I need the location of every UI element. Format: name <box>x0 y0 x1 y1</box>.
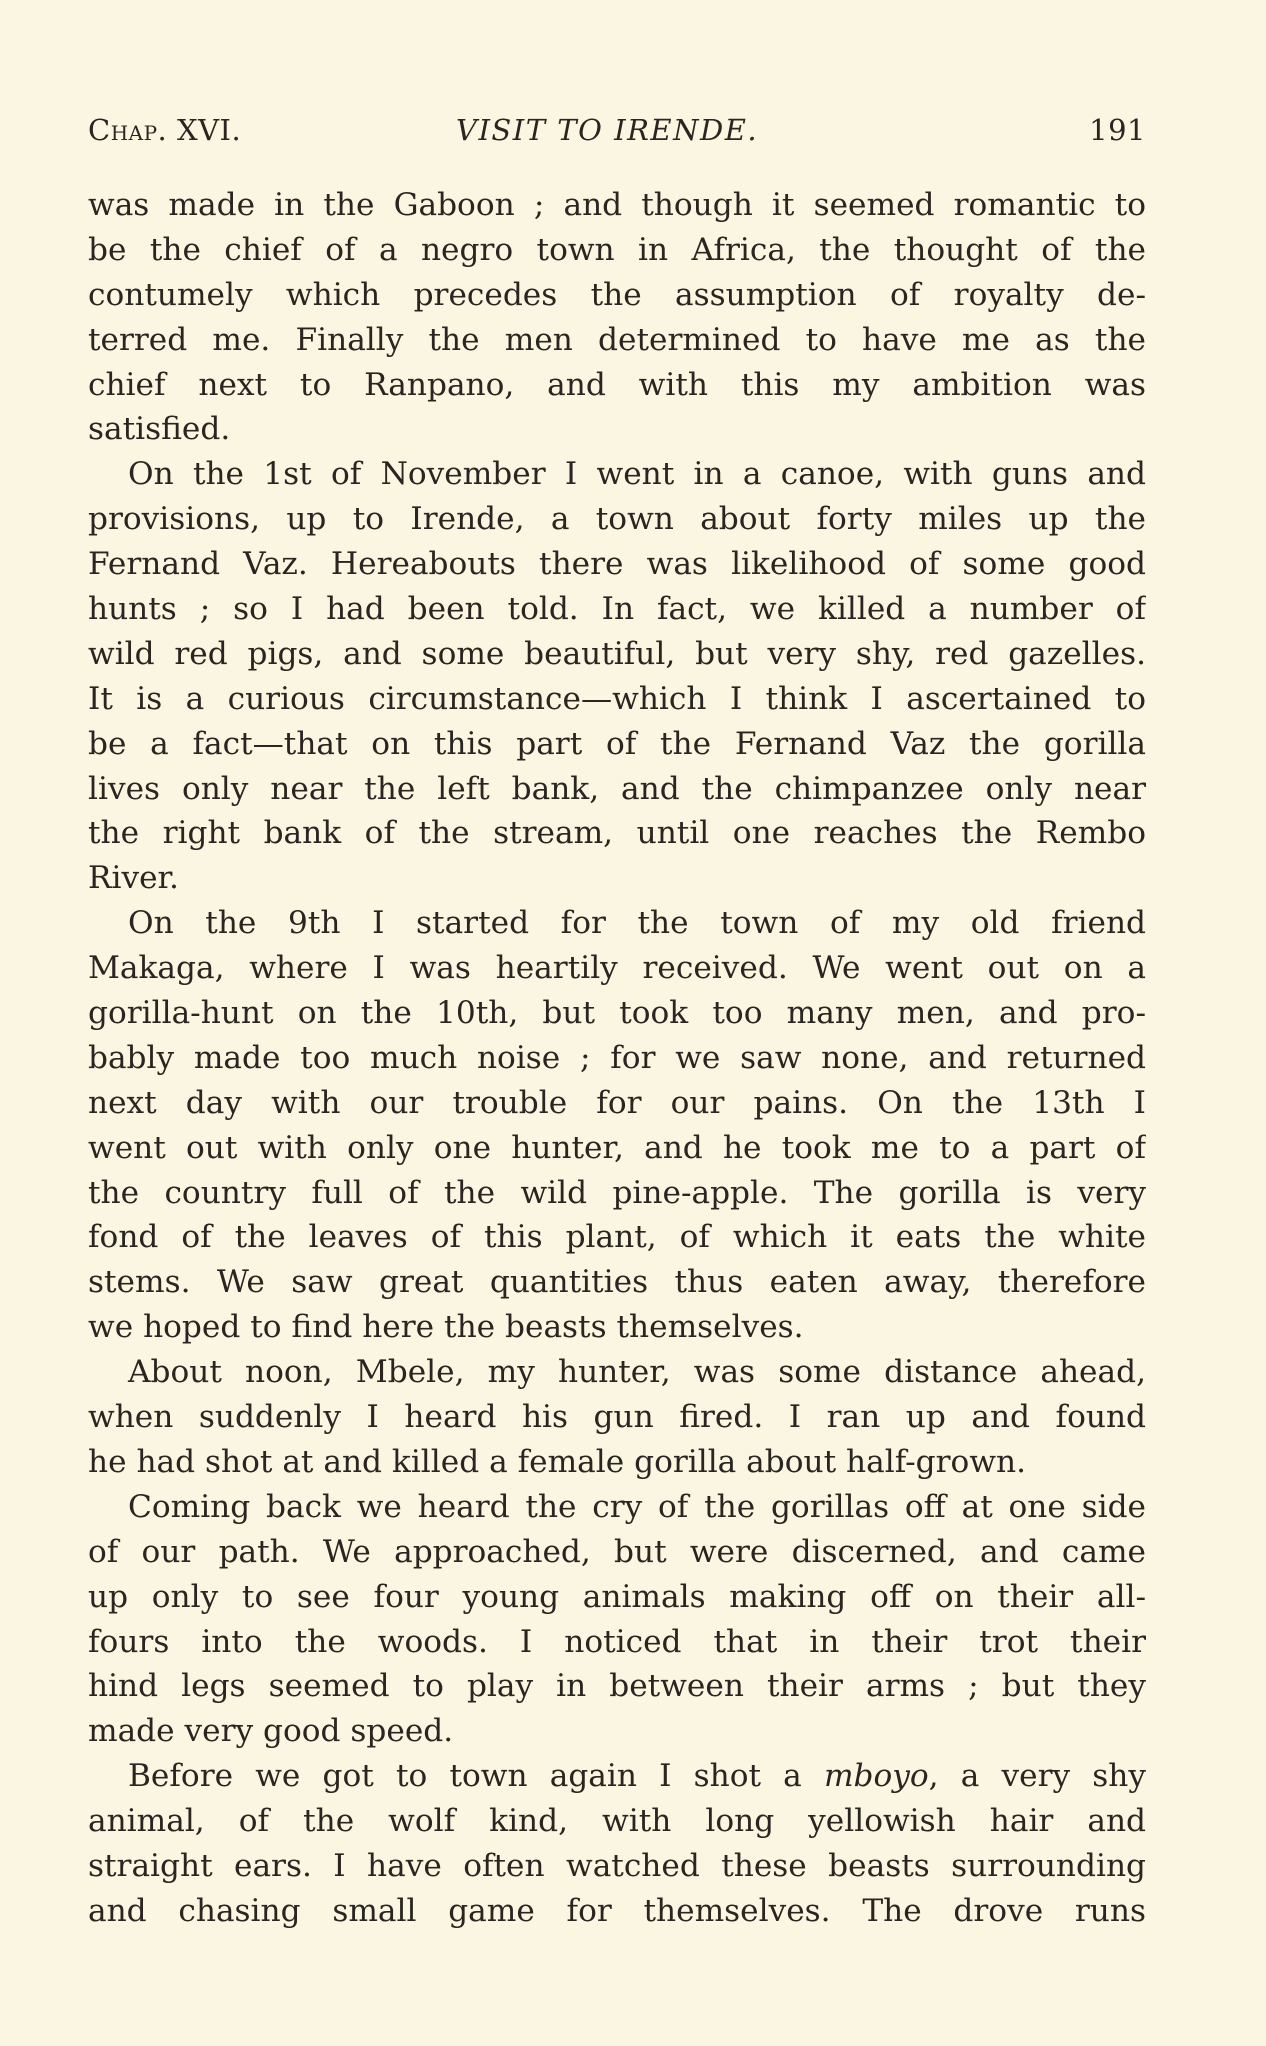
text-line: of our path. We approached, but were discerned, and came <box>88 1533 1146 1570</box>
text-line: River. <box>88 860 179 897</box>
text-line: the right bank of the stream, until one reaches the Rembo <box>88 815 1146 852</box>
text-line: went out with only one hunter, and he took me to a part of <box>88 1129 1146 1166</box>
text-line: made very good speed. <box>88 1713 454 1750</box>
text-line: chief next to Ranpano, and with this my ambition was <box>88 366 1146 403</box>
text-line: contumely which precedes the assumption of royalty de- <box>88 276 1146 313</box>
chapter-label: Chap. XVI. <box>88 113 242 147</box>
text-line: bably made too much noise ; for we saw none, and returned <box>88 1039 1146 1076</box>
text-line: fours into the woods. I noticed that in their trot their <box>88 1623 1146 1660</box>
text-segment: , a very shy <box>928 1758 1146 1795</box>
text-line <box>88 1754 1146 1799</box>
body-text <box>88 183 1146 1934</box>
text-line: he had shot at and killed a female gorilla about half-grown. <box>88 1443 1027 1480</box>
text-line: straight ears. I have often watched these beasts surrounding <box>88 1847 1146 1884</box>
text-line: stems. We saw great quantities thus eaten away, therefore <box>88 1264 1146 1301</box>
text-line: we hoped to find here the beasts themselves. <box>88 1309 804 1346</box>
text-line: Makaga, where I was heartily received. We went out on a <box>88 950 1146 987</box>
running-head <box>88 108 1146 152</box>
text-line: be a fact—that on this part of the Fernand Vaz the gorilla <box>88 725 1146 762</box>
italic-term: mboyo <box>823 1758 929 1795</box>
text-line: On the 1st of November I went in a canoe, with guns and <box>128 456 1146 493</box>
text-line: when suddenly I heard his gun fired. I ran up and found <box>88 1399 1146 1436</box>
text-line: hunts ; so I had been told. In fact, we killed a number of <box>88 591 1146 628</box>
chapter-title: VISIT TO IRENDE. <box>456 113 759 147</box>
text-line: It is a curious circumstance—which I think I ascertained to <box>88 680 1146 717</box>
text-line: On the 9th I started for the town of my old friend <box>128 905 1146 942</box>
text-line: animal, of the wolf kind, with long yellowish hair and <box>88 1803 1146 1840</box>
text-line: About noon, Mbele, my hunter, was some distance ahead, <box>128 1354 1146 1391</box>
text-line: hind legs seemed to play in between their arms ; but they <box>88 1668 1146 1705</box>
text-line: gorilla-hunt on the 10th, but took too many men, and pro- <box>88 995 1146 1032</box>
text-line: satisfied. <box>88 411 231 448</box>
text-line: and chasing small game for themselves. The drove runs <box>88 1892 1146 1929</box>
text-line: fond of the leaves of this plant, of which it eats the white <box>88 1219 1146 1256</box>
text-line: provisions, up to Irende, a town about forty miles up the <box>88 501 1146 538</box>
text-line: next day with our trouble for our pains. On the 13th I <box>88 1084 1146 1121</box>
text-line: was made in the Gaboon ; and though it seemed romantic to <box>88 187 1146 223</box>
text-line: up only to see four young animals making off on their all- <box>88 1578 1146 1615</box>
page-number: 191 <box>1089 113 1146 147</box>
text-segment: Before we got to town again I shot a <box>128 1758 824 1795</box>
text-line: Fernand Vaz. Hereabouts there was likelihood of some good <box>88 546 1146 583</box>
text-line: wild red pigs, and some beautiful, but very shy, red gazelles. <box>88 635 1146 672</box>
text-line: terred me. Finally the men determined to have me as the <box>88 321 1146 358</box>
text-line: Coming back we heard the cry of the gorillas off at one side <box>128 1488 1146 1525</box>
text-line: lives only near the left bank, and the chimpanzee only near <box>88 770 1146 807</box>
text-line: be the chief of a negro town in Africa, the thought of the <box>88 231 1146 268</box>
text-line: the country full of the wild pine-apple. The gorilla is very <box>88 1174 1146 1211</box>
